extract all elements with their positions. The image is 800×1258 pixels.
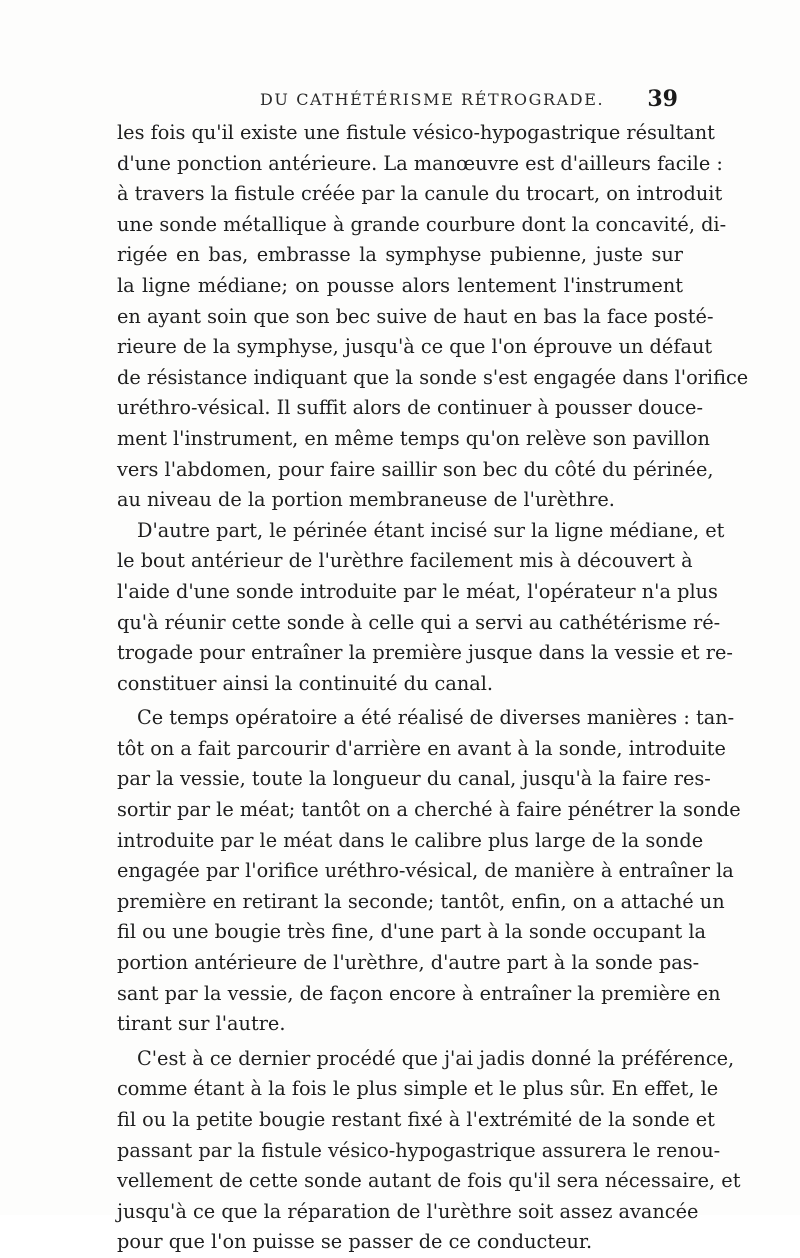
text-line: au niveau de la portion membraneuse de l'urèthre. (117, 488, 615, 512)
text-line: qu'à réunir cette sonde à celle qui a servi au cathétérisme ré- (117, 610, 721, 634)
text-line: constituer ainsi la continuité du canal. (117, 671, 494, 695)
text-line: les fois qu'il existe une fistule vésico-hypogastrique résultant (117, 121, 715, 144)
text-line: uréthro-vésical. Il suffit alors de continuer à pousser douce- (117, 396, 703, 420)
text-line: le bout antérieur de l'urèthre facilement mis à découvert à (117, 549, 693, 573)
text-line: Ce temps opératoire a été réalisé de diverses manières : tan- (137, 706, 735, 730)
text-line: portion antérieure de l'urèthre, d'autre part à la sonde pas- (117, 951, 700, 975)
text-line: sant par la vessie, de façon encore à entraîner la première en (117, 981, 721, 1005)
text-line: tôt on a fait parcourir d'arrière en avant à la sonde, introduite (117, 736, 726, 760)
text-line: pour que l'on puisse se passer de ce conducteur. (117, 1230, 593, 1254)
text-line: tirant sur l'autre. (117, 1012, 286, 1036)
text-line: fil ou la petite bougie restant fixé à l'extrémité de la sonde et (117, 1108, 715, 1131)
text-line: jusqu'à ce que la réparation de l'urèthre soit assez avancée (117, 1199, 699, 1223)
text-line: comme étant à la fois le plus simple et le plus sûr. En effet, le (117, 1077, 719, 1101)
paragraph-2 (117, 516, 733, 700)
paragraph-4 (117, 1044, 741, 1258)
text-line: C'est à ce dernier procédé que j'ai jadis donné la préférence, (137, 1046, 735, 1070)
text-line: introduite par le méat dans le calibre plus large de la sonde (117, 828, 704, 852)
text-line: trogade pour entraîner la première jusque dans la vessie et re- (117, 641, 733, 665)
running-head (118, 86, 678, 116)
body-text (117, 118, 749, 1258)
text-line: engagée par l'orifice uréthro-vésical, de manière à entraîner la (117, 859, 734, 883)
text-line: sortir par le méat; tantôt on a cherché à faire pénétrer la sonde (117, 798, 741, 822)
paragraph-3 (117, 703, 741, 1040)
text-line: D'autre part, le périnée étant incisé sur la ligne médiane, et (137, 518, 725, 542)
text-line: de résistance indiquant que la sonde s'est engagée dans l'orifice (117, 365, 749, 389)
text-line: d'une ponction antérieure. La manœuvre est d'ailleurs facile : (117, 151, 723, 175)
text-line: vellement de cette sonde autant de fois qu'il sera nécessaire, et (117, 1169, 741, 1193)
running-title: DU CATHÉTÉRISME RÉTROGRADE. (260, 90, 605, 109)
text-line: en ayant soin que son bec suive de haut en bas la face posté- (117, 304, 714, 328)
text-line: à travers la fistule créée par la canule du trocart, on introduit (117, 182, 723, 206)
text-line: rieure de la symphyse, jusqu'à ce que l'on éprouve un défaut (117, 335, 713, 359)
text-line: rigée en bas, embrasse la symphyse pubienne, juste sur (117, 243, 683, 267)
text-line: vers l'abdomen, pour faire saillir son bec du côté du périnée, (117, 457, 714, 481)
text-line: ment l'instrument, en même temps qu'on relève son pavillon (117, 426, 710, 450)
page-number: 39 (647, 86, 678, 112)
text-line: passant par la fistule vésico-hypogastrique assurera le renou- (117, 1138, 721, 1162)
paragraph-1 (117, 118, 749, 516)
text-line: une sonde métallique à grande courbure dont la concavité, di- (117, 212, 727, 236)
text-line: par la vessie, toute la longueur du canal, jusqu'à la faire res- (117, 767, 711, 791)
text-line: première en retirant la seconde; tantôt, enfin, on a attaché un (117, 889, 725, 913)
text-line: fil ou une bougie très fine, d'une part à la sonde occupant la (117, 920, 707, 944)
text-line: la ligne médiane; on pousse alors lentement l'instrument (117, 273, 683, 297)
text-line: l'aide d'une sonde introduite par le méat, l'opérateur n'a plus (117, 579, 718, 603)
